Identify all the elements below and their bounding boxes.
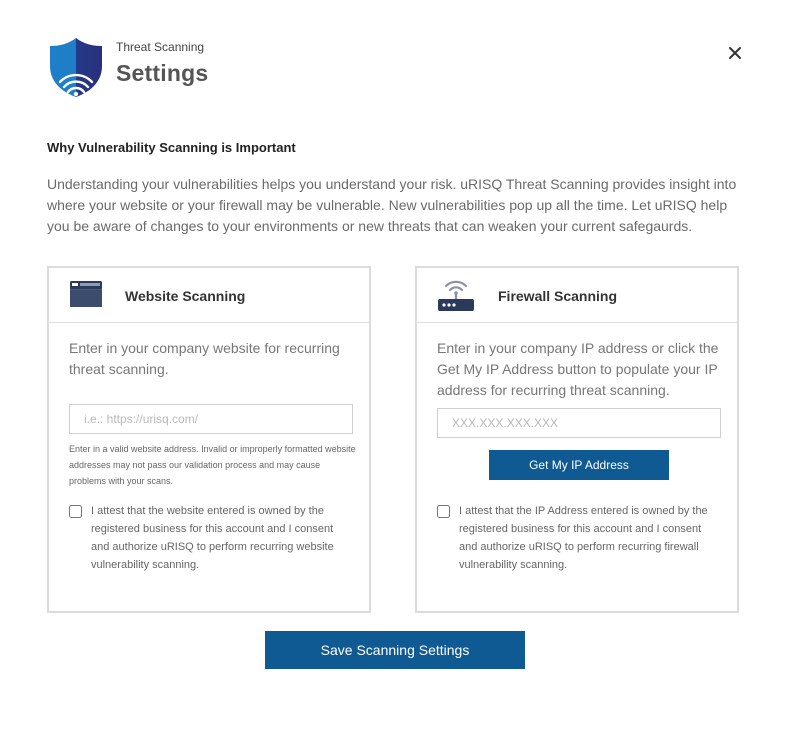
website-card-description: Enter in your company website for recurring threat scanning. <box>69 340 340 377</box>
get-my-ip-button[interactable]: Get My IP Address <box>489 450 669 480</box>
firewall-attest-text: I attest that the IP Address entered is owned by the registered business for this account and I consent and authorize uRISQ to perform recurring firewall vulnerability scanning. <box>459 505 708 571</box>
firewall-card-description: Enter in your company IP address or click the Get My IP Address button to populate your IP address for recurring threat scanning. <box>437 340 719 398</box>
website-attest-checkbox[interactable] <box>69 505 82 518</box>
close-icon[interactable] <box>724 42 746 64</box>
shield-wifi-icon <box>48 36 104 98</box>
website-help-text: Enter in a valid website address. Invalid or improperly formatted website addresses may not pass our validation process and may cause problems with your scans. <box>69 444 356 486</box>
website-scanning-card <box>47 266 371 613</box>
firewall-card-header <box>417 268 737 323</box>
dialog-title: Settings <box>116 60 209 86</box>
browser-window-icon <box>69 280 103 308</box>
firewall-card-title: Firewall Scanning <box>498 288 618 304</box>
website-card-header <box>49 268 369 323</box>
router-wifi-icon <box>437 276 475 312</box>
website-card-title: Website Scanning <box>125 288 246 304</box>
dialog-subtitle: Threat Scanning <box>116 40 205 54</box>
firewall-attest-checkbox[interactable] <box>437 505 450 518</box>
website-attest-text: I attest that the website entered is owned by the registered business for this account and I consent and authorize uRISQ to perform recurring website vulnerability scanning. <box>91 505 334 571</box>
website-input[interactable] <box>69 404 353 434</box>
intro-paragraph: Understanding your vulnerabilities helps you understand your risk. uRISQ Threat Scanning provides insight into where your website or your firewall may be vulnerable. New vulnerabilities pop up all the time. Let uRISQ help you be aware of changes to your environments or new threats that can weaken your current safegaurds. <box>47 176 737 234</box>
section-heading: Why Vulnerability Scanning is Important <box>47 140 296 155</box>
firewall-scanning-card <box>415 266 739 613</box>
save-scanning-settings-button[interactable]: Save Scanning Settings <box>265 631 525 669</box>
ip-address-input[interactable] <box>437 408 721 438</box>
